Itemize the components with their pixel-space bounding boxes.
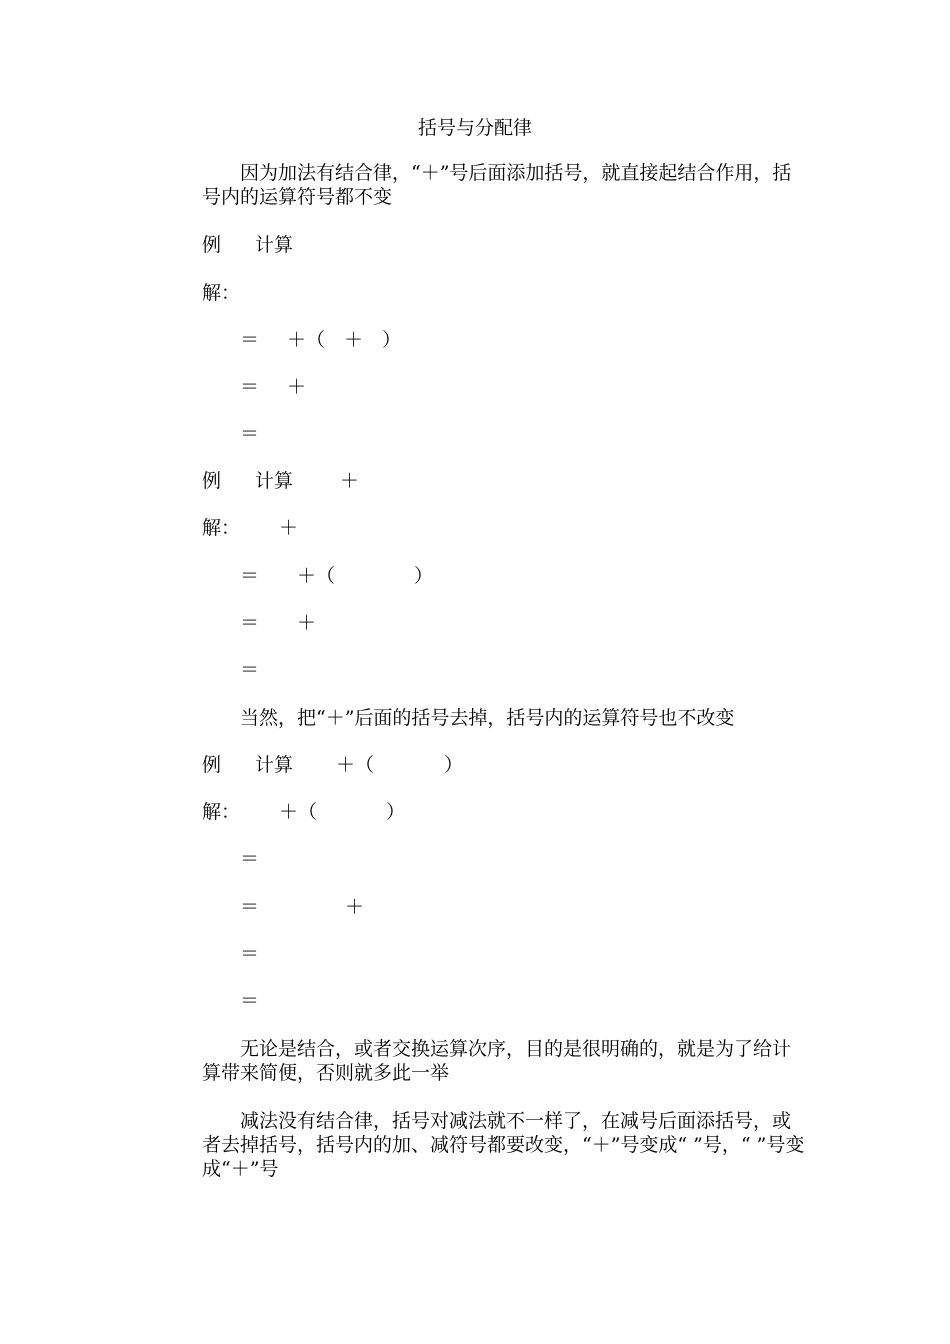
- example-1-step-1-expression: ＋（ ＋ ）: [287, 329, 402, 351]
- example-1-label: 例: [202, 234, 222, 256]
- example-3-solve-expression: ＋（: [279, 801, 318, 823]
- example-2-step-3-equals: ＝: [240, 659, 260, 681]
- example-3-solve-label: 解：: [202, 801, 241, 823]
- note-remove-brackets: 当然，把“＋”后面的括号去掉，括号内的运算符号也不改变: [240, 707, 735, 729]
- example-1-compute: 计算: [255, 234, 294, 256]
- example-2-compute: 计算: [255, 470, 294, 492]
- example-2-step-1-equals: ＝: [240, 565, 260, 587]
- example-2-solve-expression: ＋: [279, 517, 299, 539]
- example-2-step-1-close: ）: [414, 565, 434, 587]
- example-2-step-2-expression: ＋: [297, 612, 317, 634]
- example-1-step-2-equals: ＝: [240, 376, 260, 398]
- example-3-solve-close: ）: [386, 801, 406, 823]
- example-2-compute-expression: ＋: [340, 470, 360, 492]
- example-2-label: 例: [202, 470, 222, 492]
- example-3-label: 例: [202, 754, 222, 776]
- intro-paragraph: 因为加法有结合律，“＋”号后面添加括号，就直接起结合作用，括号内的运算符号都不变: [202, 162, 792, 208]
- example-3-compute-expression: ＋（: [336, 754, 375, 776]
- example-3-compute-close: ）: [444, 754, 464, 776]
- example-1-step-2-expression: ＋: [287, 376, 307, 398]
- example-1-step-1-equals: ＝: [240, 329, 260, 351]
- example-1-solve-label: 解：: [202, 282, 241, 304]
- page-title: 括号与分配律: [417, 117, 532, 139]
- example-1-step-3-equals: ＝: [240, 423, 260, 445]
- example-3-step-2-expression: ＋: [345, 896, 365, 918]
- example-3-compute: 计算: [255, 754, 294, 776]
- example-2-solve-label: 解：: [202, 517, 241, 539]
- example-2-step-2-equals: ＝: [240, 612, 260, 634]
- example-2-step-1-expression: ＋（: [297, 565, 336, 587]
- note-subtraction-paragraph: 减法没有结合律，括号对减法就不一样了，在减号后面添括号，或者去掉括号，括号内的加、减符号都要改变，“＋”号变成“ ”号，“ ”号变成“＋”号: [202, 1110, 805, 1180]
- example-3-step-3-equals: ＝: [240, 943, 260, 965]
- example-3-step-4-equals: ＝: [240, 990, 260, 1012]
- example-3-step-2-equals: ＝: [240, 896, 260, 918]
- note-purpose-paragraph: 无论是结合，或者交换运算次序，目的是很明确的，就是为了给计算带来简便，否则就多此一举: [202, 1038, 792, 1084]
- example-3-step-1-equals: ＝: [240, 848, 260, 870]
